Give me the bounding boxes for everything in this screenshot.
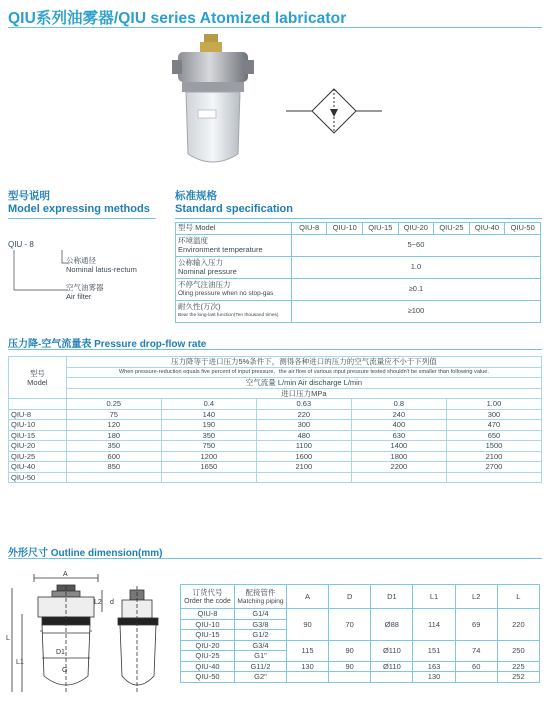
lubricator-symbol xyxy=(286,85,382,137)
spec-model: QIU-50 xyxy=(505,223,541,235)
model-code: QIU - 8 xyxy=(8,240,34,249)
flow-heading: 压力降-空气流量表 Pressure drop-flow rate xyxy=(8,339,207,350)
flow-row: QIU-20 350 750 1100 1400 1500 xyxy=(9,441,542,452)
flow-air-label: 空气流量 L/min Air discharge L/min xyxy=(66,378,541,389)
spec-section-heading: 标准规格 Standard specification xyxy=(175,190,293,215)
dims-h-col: D xyxy=(329,585,371,609)
flow-row: QIU-25 600 1200 1600 1800 2100 xyxy=(9,451,542,462)
model-divider xyxy=(8,218,156,219)
flow-pressure: 0.4 xyxy=(161,399,256,410)
spec-row-label: 公称输入压力 Nominal pressure xyxy=(176,257,292,279)
dims-row: QIU-25 G1" xyxy=(181,651,540,662)
spec-divider xyxy=(175,218,542,219)
dims-row: QIU-15 G1/2 xyxy=(181,630,540,641)
flow-note-cn: 压力降等于进口压力5%条件下，测得各种进口的压力的空气流量应不小于下列值 xyxy=(66,357,541,368)
flow-note-en: When pressure-reduction equals five percent of input pressure，the air flow of various input pressure tested shouldn't be smaller than following value. xyxy=(66,367,541,378)
spec-model: QIU-40 xyxy=(469,223,505,235)
dims-row: QIU-50 G2" 130 252 xyxy=(181,672,540,683)
flow-row: QIU-8 75 140 220 240 300 xyxy=(9,409,542,420)
flow-pressure: 0.25 xyxy=(66,399,161,410)
model-l1-cn: 公称通径 xyxy=(66,256,96,265)
dims-heading: 外形尺寸 Outline dimension(mm) xyxy=(8,548,163,559)
dim-label-L: L xyxy=(6,635,10,642)
dim-label-L2: L2 xyxy=(94,599,102,606)
flow-pressure: 0.63 xyxy=(256,399,351,410)
model-section-heading: 型号说明 Model expressing methods xyxy=(8,190,150,215)
dims-table xyxy=(180,584,540,683)
dims-row: QIU-20 G3/4 115 90 Ø110 151 74 250 xyxy=(181,640,540,651)
flow-divider xyxy=(8,349,542,350)
outline-drawing xyxy=(6,568,176,714)
spec-row-label: 环境温度 Environment temperature xyxy=(176,235,292,257)
spec-row-label: 耐久性(万次) Bear the long-last function(Ten thousand times) xyxy=(176,301,292,323)
spec-header-model: 型号 Model xyxy=(176,223,292,235)
model-l1-en: Nominal latus-rectum xyxy=(66,265,137,274)
flow-inlet-label: 进口压力MPa xyxy=(66,388,541,399)
spec-model: QIU-20 xyxy=(398,223,434,235)
dims-h-pipe: 配接管件 Matching piping xyxy=(234,585,286,609)
spec-row-value: ≥100 xyxy=(291,301,540,323)
lubricator-photo xyxy=(168,30,258,172)
flow-model-header: 型号 Model xyxy=(9,357,67,399)
dims-row: QIU-40 G11/2 130 90 Ø110 163 60 225 xyxy=(181,661,540,672)
title-divider xyxy=(8,27,542,28)
spec-row-label: 不停气注油压力 Oling pressure when no stop-gas xyxy=(176,279,292,301)
dims-h-code: 订货代号 Order the code xyxy=(181,585,235,609)
flow-row: QIU-40 850 1650 2100 2200 2700 xyxy=(9,462,542,473)
spec-model: QIU-8 xyxy=(291,223,327,235)
spec-row-value: 5~60 xyxy=(291,235,540,257)
dims-row: QIU-10 G3/8 xyxy=(181,619,540,630)
spec-model: QIU-25 xyxy=(434,223,470,235)
model-l2-cn: 空气油雾器 xyxy=(66,283,104,292)
dims-h-col: L2 xyxy=(455,585,497,609)
spec-model: QIU-10 xyxy=(327,223,363,235)
flow-pressure: 1.00 xyxy=(446,399,541,410)
flow-pressure-blank xyxy=(9,399,67,410)
model-l2-en: Air filter xyxy=(66,292,92,301)
spec-table xyxy=(175,222,541,323)
dims-h-col: A xyxy=(286,585,328,609)
flow-row: QIU-10 120 190 300 400 470 xyxy=(9,420,542,431)
dims-h-col: L xyxy=(497,585,539,609)
dim-label-L1: L1 xyxy=(16,659,24,666)
flow-row: QIU-15 180 350 480 630 650 xyxy=(9,430,542,441)
flow-table xyxy=(8,356,542,483)
flow-row: QIU-50 xyxy=(9,472,542,483)
dims-divider xyxy=(8,558,542,559)
dim-label-D1: D1 xyxy=(56,649,65,656)
dims-row: QIU-8 G1/4 90 70 Ø88 114 69 220 xyxy=(181,609,540,620)
dim-label-d: d xyxy=(110,599,114,606)
spec-model: QIU-15 xyxy=(363,223,399,235)
flow-pressure: 0.8 xyxy=(351,399,446,410)
dims-h-col: L1 xyxy=(413,585,455,609)
dim-label-A: A xyxy=(63,571,68,578)
spec-row-value: 1.0 xyxy=(291,257,540,279)
spec-row-value: ≥0.1 xyxy=(291,279,540,301)
dims-h-col: D1 xyxy=(371,585,413,609)
dim-label-G: G xyxy=(62,667,68,674)
page-title: QIU系列油雾器/QIU series Atomized labricator xyxy=(8,10,347,27)
